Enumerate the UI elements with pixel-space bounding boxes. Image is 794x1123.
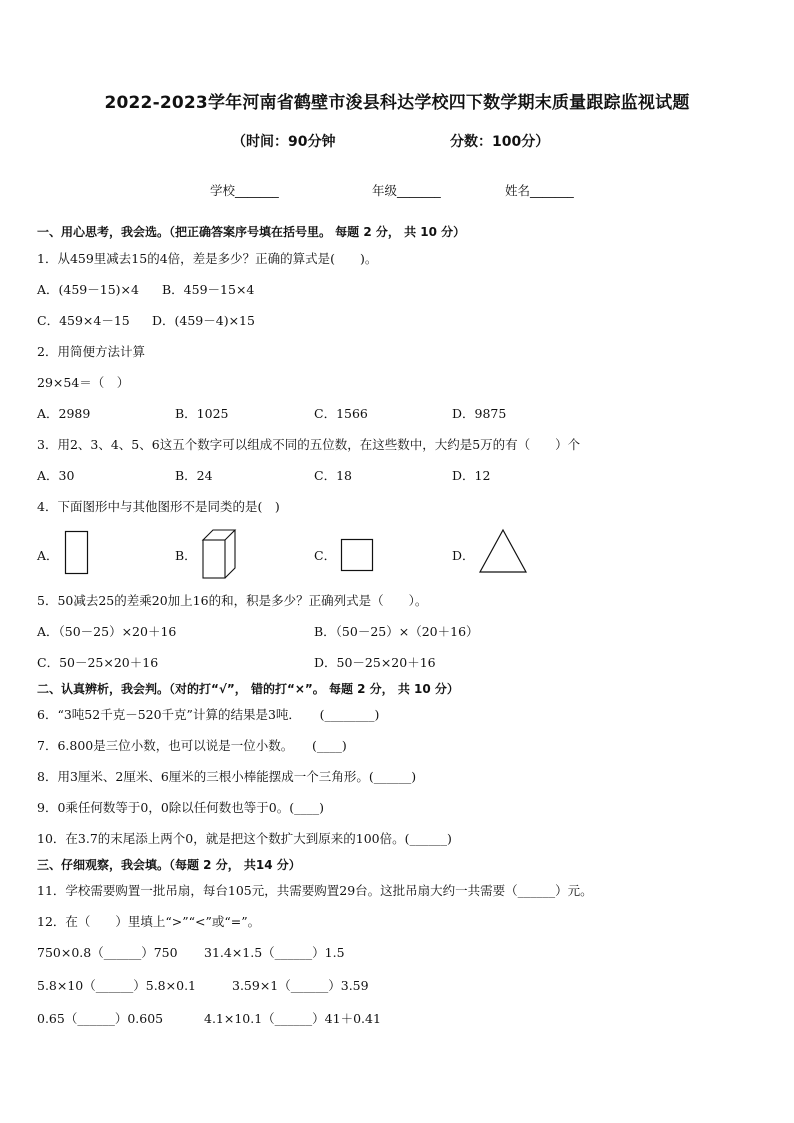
q12-item-6: 4.1×10.1（______）41＋0.41 xyxy=(204,1011,381,1026)
question-1: 1．从459里减去15的4倍，差是多少？正确的算式是( )。 xyxy=(37,251,378,266)
triangle-icon xyxy=(478,528,528,574)
q3-option-a: A．30 xyxy=(37,468,75,483)
q5-option-b: B．（50－25）×（20＋16） xyxy=(314,624,479,639)
question-10: 10．在3.7的末尾添上两个0，就是把这个数扩大到原来的100倍。(______) xyxy=(37,831,452,846)
section-2-heading: 二、认真辨析，我会判。（对的打“√”， 错的打“×”。 每题 2 分， 共 10 分） xyxy=(37,682,459,696)
q12-item-4: 3.59×1（______）3.59 xyxy=(232,978,369,993)
q5-option-c: C．50－25×20＋16 xyxy=(37,655,159,670)
q1-option-c: C．459×4－15 xyxy=(37,313,130,328)
question-8: 8．用3厘米、2厘米、6厘米的三根小棒能摆成一个三角形。(______) xyxy=(37,769,417,784)
question-12: 12．在（ ）里填上“>”“<”或“=”。 xyxy=(37,914,261,929)
q4-option-b: B． xyxy=(175,548,197,563)
question-11: 11．学校需要购置一批吊扇，每台105元，共需要购置29台。这批吊扇大约一共需要（______）元。 xyxy=(37,883,593,898)
q4-option-d: D． xyxy=(452,548,475,563)
exam-score: 分数：100分） xyxy=(450,134,550,150)
q3-option-b: B．24 xyxy=(175,468,213,483)
q5-option-a: A．（50－25）×20＋16 xyxy=(37,624,177,639)
cuboid-icon xyxy=(201,528,237,580)
q12-item-1: 750×0.8（______）750 xyxy=(37,945,178,960)
question-7: 7．6.800是三位小数，也可以说是一位小数。 (____) xyxy=(37,738,347,753)
grade-field: 年级_______ xyxy=(372,183,441,198)
rectangle-icon xyxy=(64,530,90,576)
exam-title: 2022-2023学年河南省鹤壁市浚县科达学校四下数学期末质量跟踪监视试题 xyxy=(104,93,690,113)
q3-option-c: C．18 xyxy=(314,468,352,483)
q5-option-d: D．50－25×20＋16 xyxy=(314,655,436,670)
q12-item-3: 5.8×10（______）5.8×0.1 xyxy=(37,978,196,993)
q4-option-c: C． xyxy=(314,548,337,563)
question-2-expression: 29×54＝（ ） xyxy=(37,375,130,390)
q12-item-5: 0.65（______）0.605 xyxy=(37,1011,164,1026)
question-5: 5．50减去25的差乘20加上16的和，积是多少？正确列式是（ ）。 xyxy=(37,593,428,608)
q2-option-b: B．1025 xyxy=(175,406,229,421)
q3-option-d: D．12 xyxy=(452,468,491,483)
question-4: 4．下面图形中与其他图形不是同类的是( ) xyxy=(37,499,280,514)
question-2: 2．用简便方法计算 xyxy=(37,344,145,359)
q1-option-d: D．(459－4)×15 xyxy=(152,313,255,328)
q1-option-b: B．459－15×4 xyxy=(162,282,255,297)
section-3-heading: 三、仔细观察，我会填。（每题 2 分， 共14 分） xyxy=(37,858,301,872)
question-3: 3．用2、3、4、5、6这五个数字可以组成不同的五位数，在这些数中，大约是5万的有（ ）个 xyxy=(37,437,581,452)
q1-option-a: A．(459－15)×4 xyxy=(37,282,139,297)
question-6: 6．“3吨52千克－520千克”计算的结果是3吨． (________) xyxy=(37,707,380,722)
name-field: 姓名_______ xyxy=(505,183,574,198)
q4-option-a: A． xyxy=(37,548,59,563)
square-icon xyxy=(340,538,374,572)
q2-option-d: D．9875 xyxy=(452,406,507,421)
school-field: 学校_______ xyxy=(210,183,279,198)
exam-time: （时间：90分钟 xyxy=(232,134,336,150)
q12-item-2: 31.4×1.5（______）1.5 xyxy=(204,945,345,960)
question-9: 9．0乘任何数等于0，0除以任何数也等于0。(____) xyxy=(37,800,325,815)
q2-option-a: A．2989 xyxy=(37,406,91,421)
q2-option-c: C．1566 xyxy=(314,406,368,421)
section-1-heading: 一、用心思考，我会选。（把正确答案序号填在括号里。 每题 2 分， 共 10 分） xyxy=(37,225,466,239)
